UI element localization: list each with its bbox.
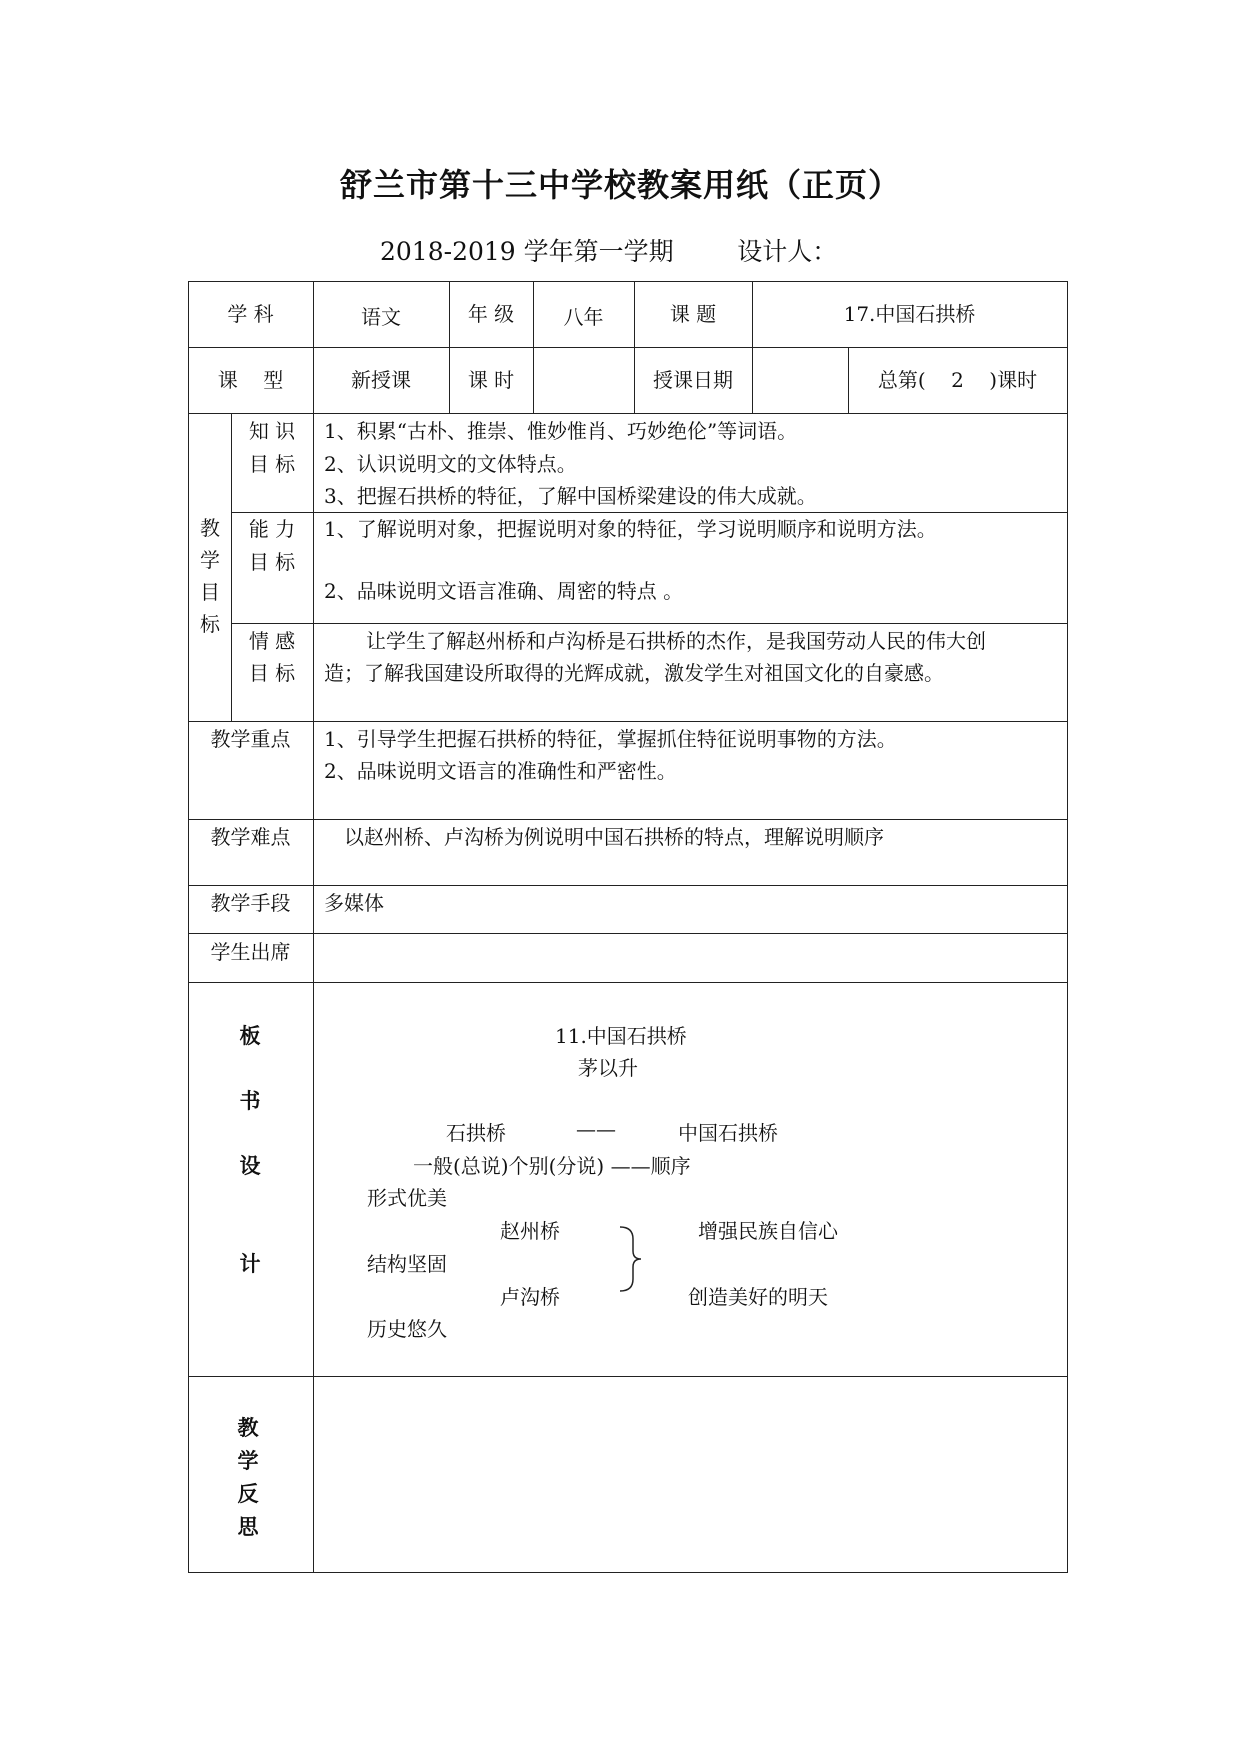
period-label: 课 时 bbox=[467, 368, 515, 392]
board-author: 茅以升 bbox=[578, 1056, 638, 1080]
board-right1: 增强民族自信心 bbox=[698, 1219, 838, 1243]
board-title: 11.中国石拱桥 bbox=[555, 1024, 687, 1048]
topic-value: 17.中国石拱桥 bbox=[843, 302, 976, 326]
key-points-label: 教学重点 bbox=[210, 727, 291, 751]
page-title: 舒兰市第十三中学校教案用纸（正页） bbox=[339, 166, 901, 204]
board-line2: 一般(总说)个别(分说) ——顺序 bbox=[413, 1154, 691, 1178]
board-right2: 创造美好的明天 bbox=[688, 1285, 828, 1309]
subject-label: 学 科 bbox=[227, 302, 274, 326]
board-feature2: 结构坚固 bbox=[367, 1252, 447, 1276]
difficulty-content: 以赵州桥、卢沟桥为例说明中国石拱桥的特点，理解说明顺序 bbox=[344, 825, 884, 849]
topic-label: 课 题 bbox=[669, 302, 717, 326]
board-line1-right: 中国石拱桥 bbox=[678, 1121, 778, 1145]
difficulty-label: 教学难点 bbox=[210, 825, 291, 849]
type-value: 新授课 bbox=[351, 368, 411, 392]
subject-value: 语文 bbox=[361, 305, 401, 329]
attendance-label: 学生出席 bbox=[210, 940, 291, 964]
term: 2018-2019 学年第一学期 bbox=[380, 237, 674, 266]
grade-value: 八年 bbox=[563, 305, 604, 329]
grade-label: 年 级 bbox=[467, 302, 515, 326]
designer-label: 设计人： bbox=[737, 237, 838, 266]
means-content: 多媒体 bbox=[324, 891, 384, 915]
board-zhaozhou: 赵州桥 bbox=[500, 1219, 560, 1243]
date-label: 授课日期 bbox=[653, 368, 733, 392]
total-periods: 总第( 2 )课时 bbox=[877, 368, 1038, 392]
board-line1-dash: —— bbox=[576, 1117, 616, 1141]
board-line1-left: 石拱桥 bbox=[446, 1121, 506, 1145]
brace-icon bbox=[615, 1224, 645, 1294]
board-feature3: 历史悠久 bbox=[367, 1317, 447, 1341]
board-feature1: 形式优美 bbox=[367, 1186, 447, 1210]
means-label: 教学手段 bbox=[210, 891, 291, 915]
type-label: 课 型 bbox=[217, 368, 284, 392]
board-lugou: 卢沟桥 bbox=[500, 1285, 560, 1309]
subtitle bbox=[380, 232, 837, 268]
